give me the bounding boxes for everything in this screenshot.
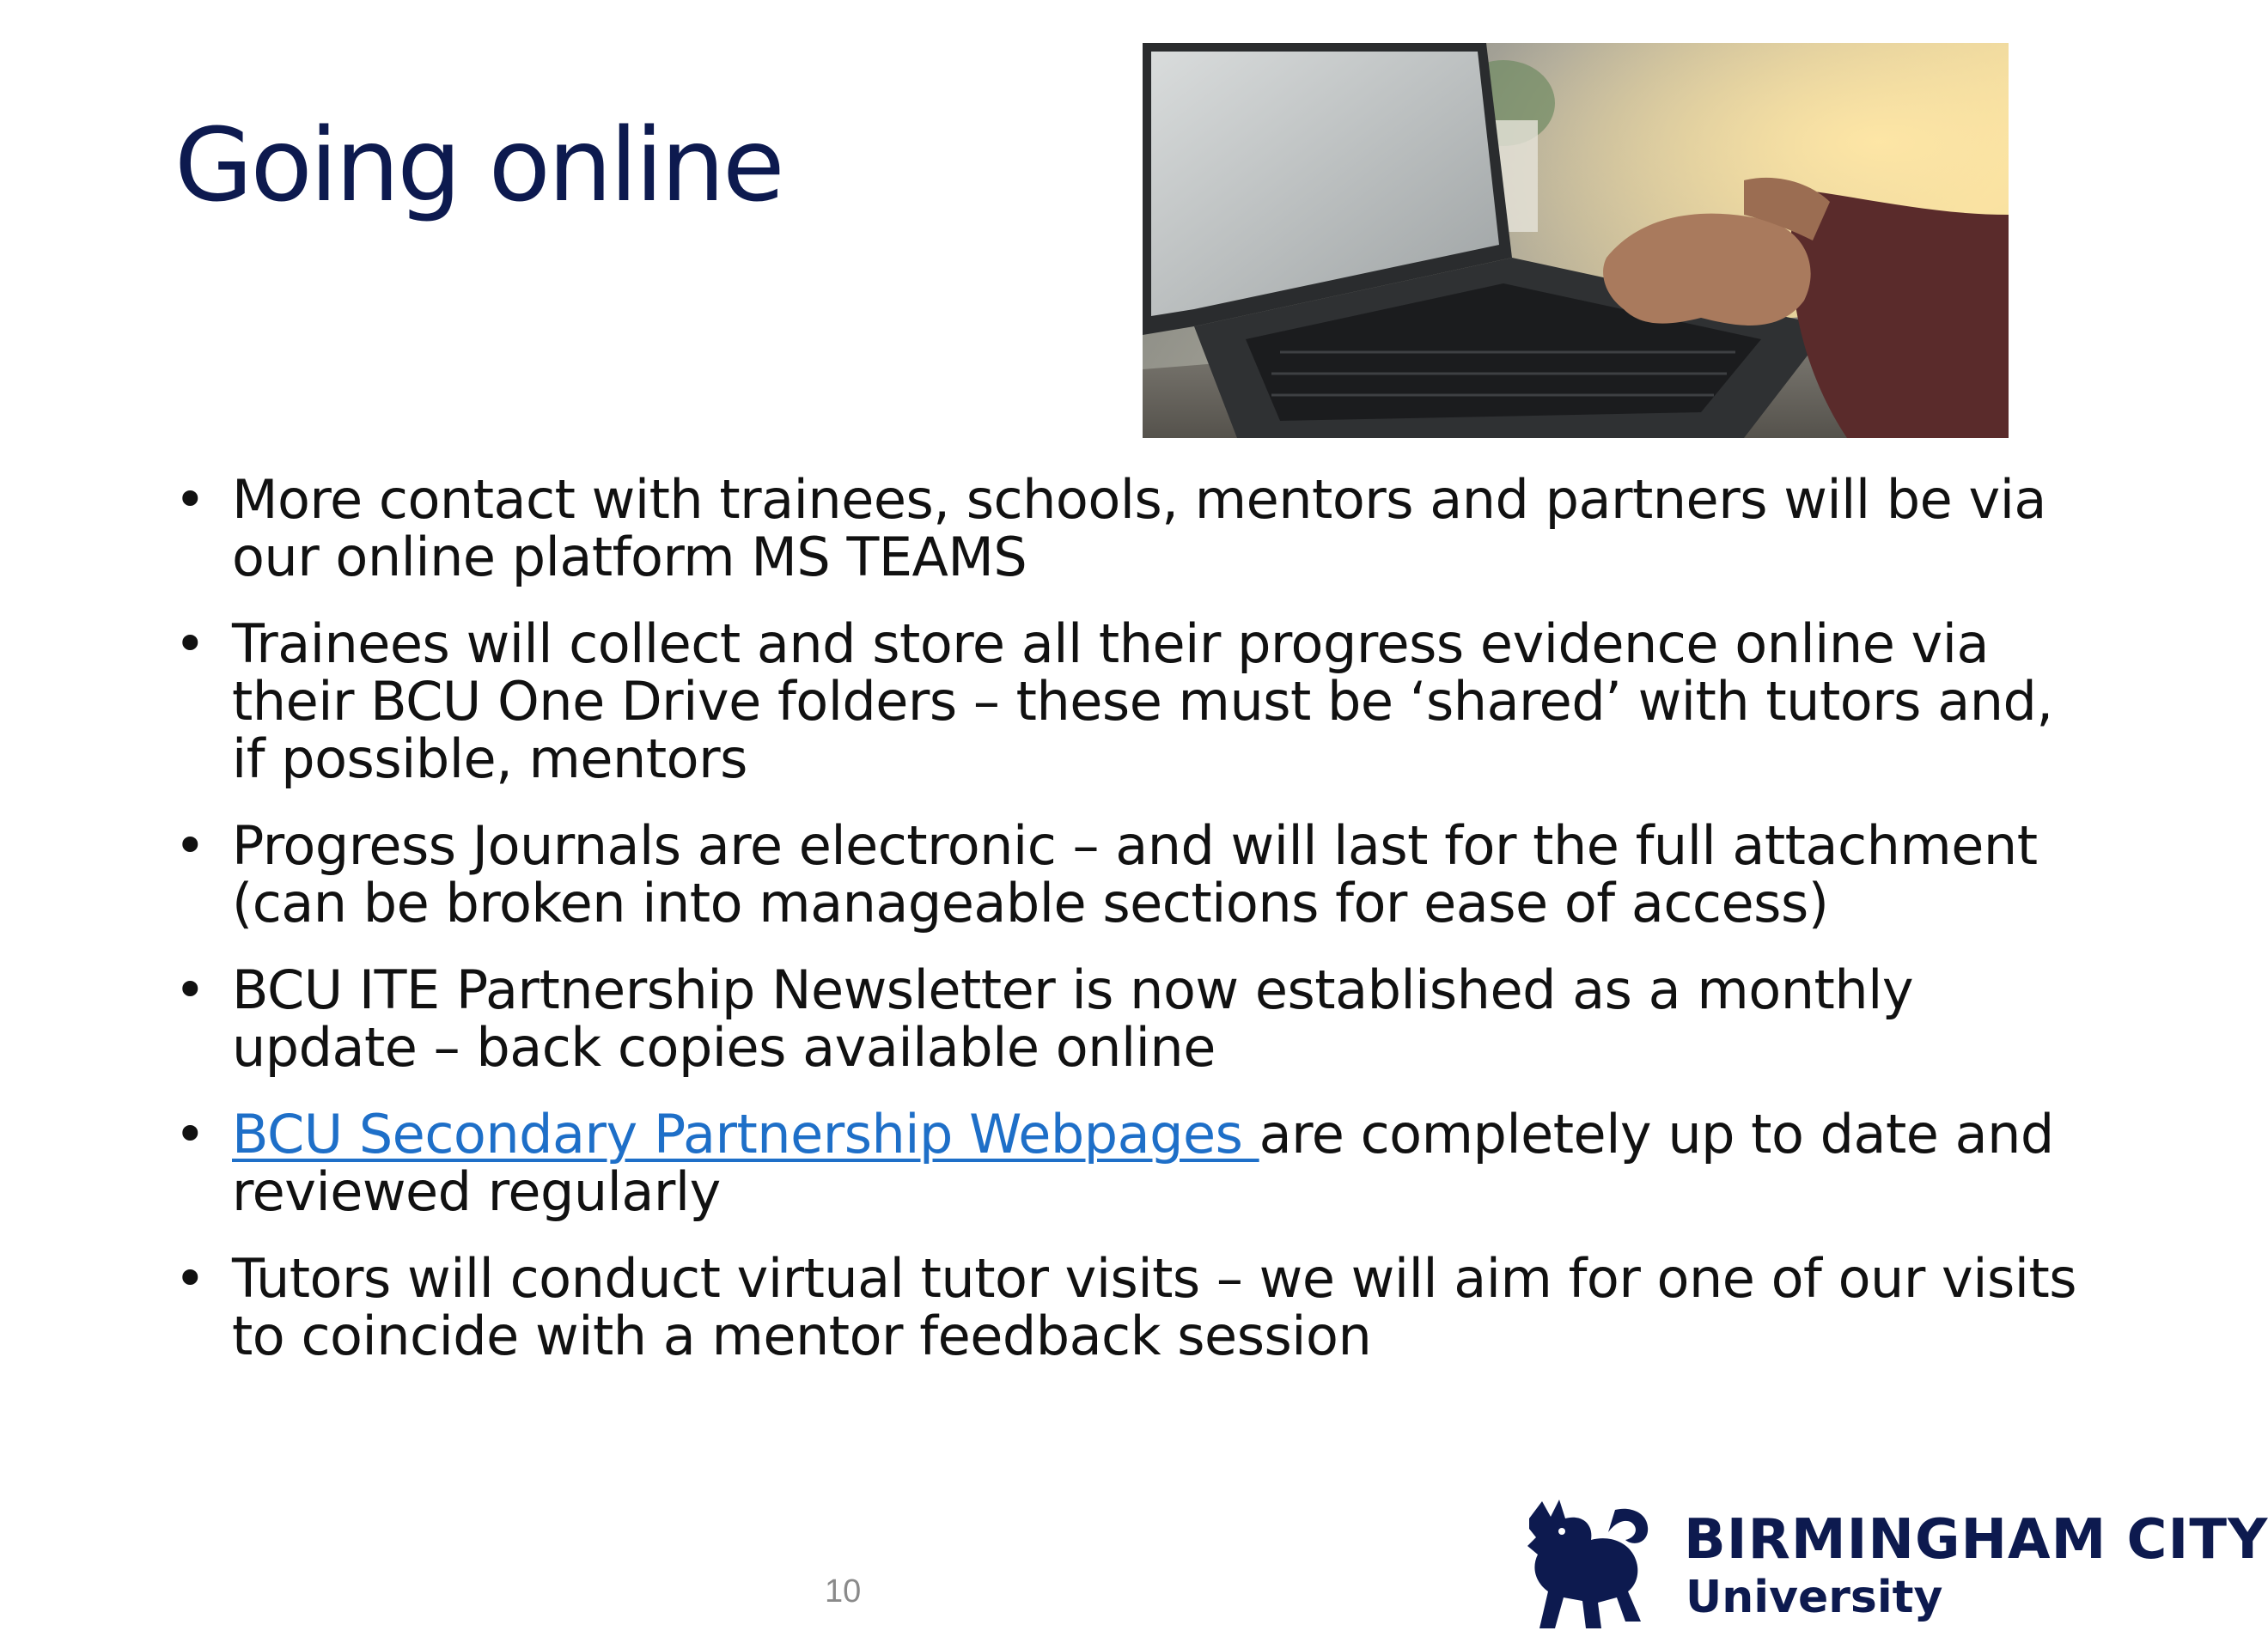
logo-name-line1: BIRMINGHAM CITY <box>1684 1508 2268 1572</box>
bullet-marker: • <box>174 468 206 531</box>
bullet-marker: • <box>174 958 206 1021</box>
bullet-text: Tutors will conduct virtual tutor visits – we will aim for one of our visits to coincide with a mentor feedback session <box>232 1247 2077 1367</box>
bullet-text: are completely up to date and reviewed regularly <box>232 1103 2054 1223</box>
bullet-item <box>174 958 2090 1079</box>
university-logo <box>1512 1493 2268 1639</box>
logo-name-line2: University <box>1686 1572 1943 1623</box>
bullet-text: Trainees will collect and store all their progress evidence online via their BCU One Drive folders – these must be ‘shared’ with tutors and, if possible, mentors <box>232 612 2053 790</box>
bullet-marker: • <box>174 1247 206 1310</box>
bullet-marker: • <box>174 1103 206 1165</box>
page-number: 10 <box>825 1573 862 1609</box>
bullet-item <box>174 612 2090 790</box>
bullet-text: BCU ITE Partnership Newsletter is now established as a monthly update – back copies available online <box>232 958 1914 1079</box>
bullet-item <box>174 814 2090 934</box>
griffin-crest-icon <box>1512 1493 1658 1639</box>
bullet-marker: • <box>174 814 206 877</box>
bullet-list <box>174 468 2090 1394</box>
bullet-item <box>174 468 2090 588</box>
laptop-typing-photo <box>1143 43 2009 438</box>
partnership-webpages-link[interactable]: BCU Secondary Partnership Webpages <box>232 1103 1259 1165</box>
bullet-text: Progress Journals are electronic – and will last for the full attachment (can be broken into manageable sections for ease of access) <box>232 814 2038 934</box>
bullet-item <box>174 1103 2090 1223</box>
bullet-item <box>174 1247 2090 1367</box>
slide-title: Going online <box>174 106 783 224</box>
laptop-photo-illustration <box>1143 43 2009 438</box>
bullet-marker: • <box>174 612 206 675</box>
bullet-text: More contact with trainees, schools, mentors and partners will be via our online platform MS TEAMS <box>232 468 2046 588</box>
